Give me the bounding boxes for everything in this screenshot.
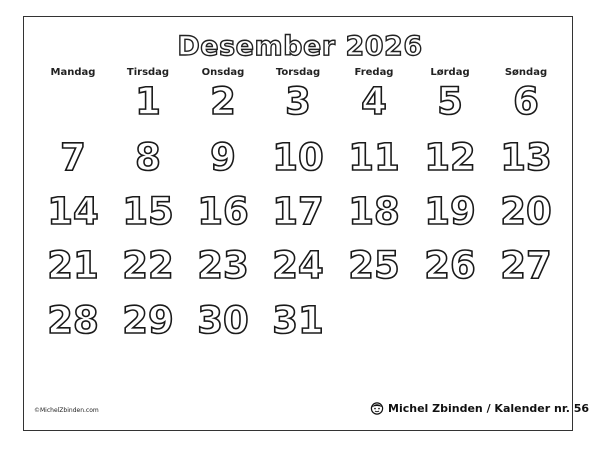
- day-cell: 11: [348, 136, 400, 179]
- face-icon: [370, 401, 384, 415]
- day-cell: 23: [197, 244, 249, 287]
- day-cell: 24: [272, 244, 324, 287]
- day-cell: 16: [197, 190, 249, 233]
- author-credit-text: Michel Zbinden / Kalender nr. 56: [388, 401, 590, 415]
- weekday-monday: Mandag: [50, 67, 96, 78]
- day-cell: 10: [272, 136, 324, 179]
- weekday-thursday: Torsdag: [275, 67, 321, 78]
- day-cell: 3: [285, 80, 311, 123]
- day-cell: 20: [500, 190, 552, 233]
- day-cell: 19: [424, 190, 476, 233]
- day-cell: 9: [210, 136, 236, 179]
- day-cell: 28: [47, 299, 99, 342]
- day-cell: 4: [361, 80, 387, 123]
- day-cell: 5: [437, 80, 463, 123]
- weekday-wednesday: Onsdag: [201, 67, 245, 78]
- day-cell: 12: [424, 136, 476, 179]
- day-cell: 21: [47, 244, 99, 287]
- author-credit: [370, 400, 589, 416]
- calendar-title: Desember 2026: [177, 31, 423, 62]
- weekday-saturday: Lørdag: [430, 67, 470, 78]
- day-cell: 31: [272, 299, 324, 342]
- day-cell: 2: [210, 80, 236, 123]
- day-cell: 22: [122, 244, 174, 287]
- weekday-friday: Fredag: [354, 67, 394, 78]
- day-cell: 27: [500, 244, 552, 287]
- day-cell: 17: [272, 190, 324, 233]
- day-cell: 6: [513, 80, 539, 123]
- website-credit: ©MichelZbinden.com: [34, 407, 99, 414]
- day-cell: 29: [122, 299, 174, 342]
- day-cell: 8: [135, 136, 161, 179]
- day-cell: 13: [500, 136, 552, 179]
- day-cell: 25: [348, 244, 400, 287]
- day-cell: 7: [60, 136, 86, 179]
- day-cell: 30: [197, 299, 249, 342]
- day-cell: 14: [47, 190, 99, 233]
- day-cell: 1: [135, 80, 161, 123]
- weekday-tuesday: Tirsdag: [126, 67, 170, 78]
- day-cell: 15: [122, 190, 174, 233]
- day-cell: 26: [424, 244, 476, 287]
- day-cell: 18: [348, 190, 400, 233]
- weekday-sunday: Søndag: [504, 67, 548, 78]
